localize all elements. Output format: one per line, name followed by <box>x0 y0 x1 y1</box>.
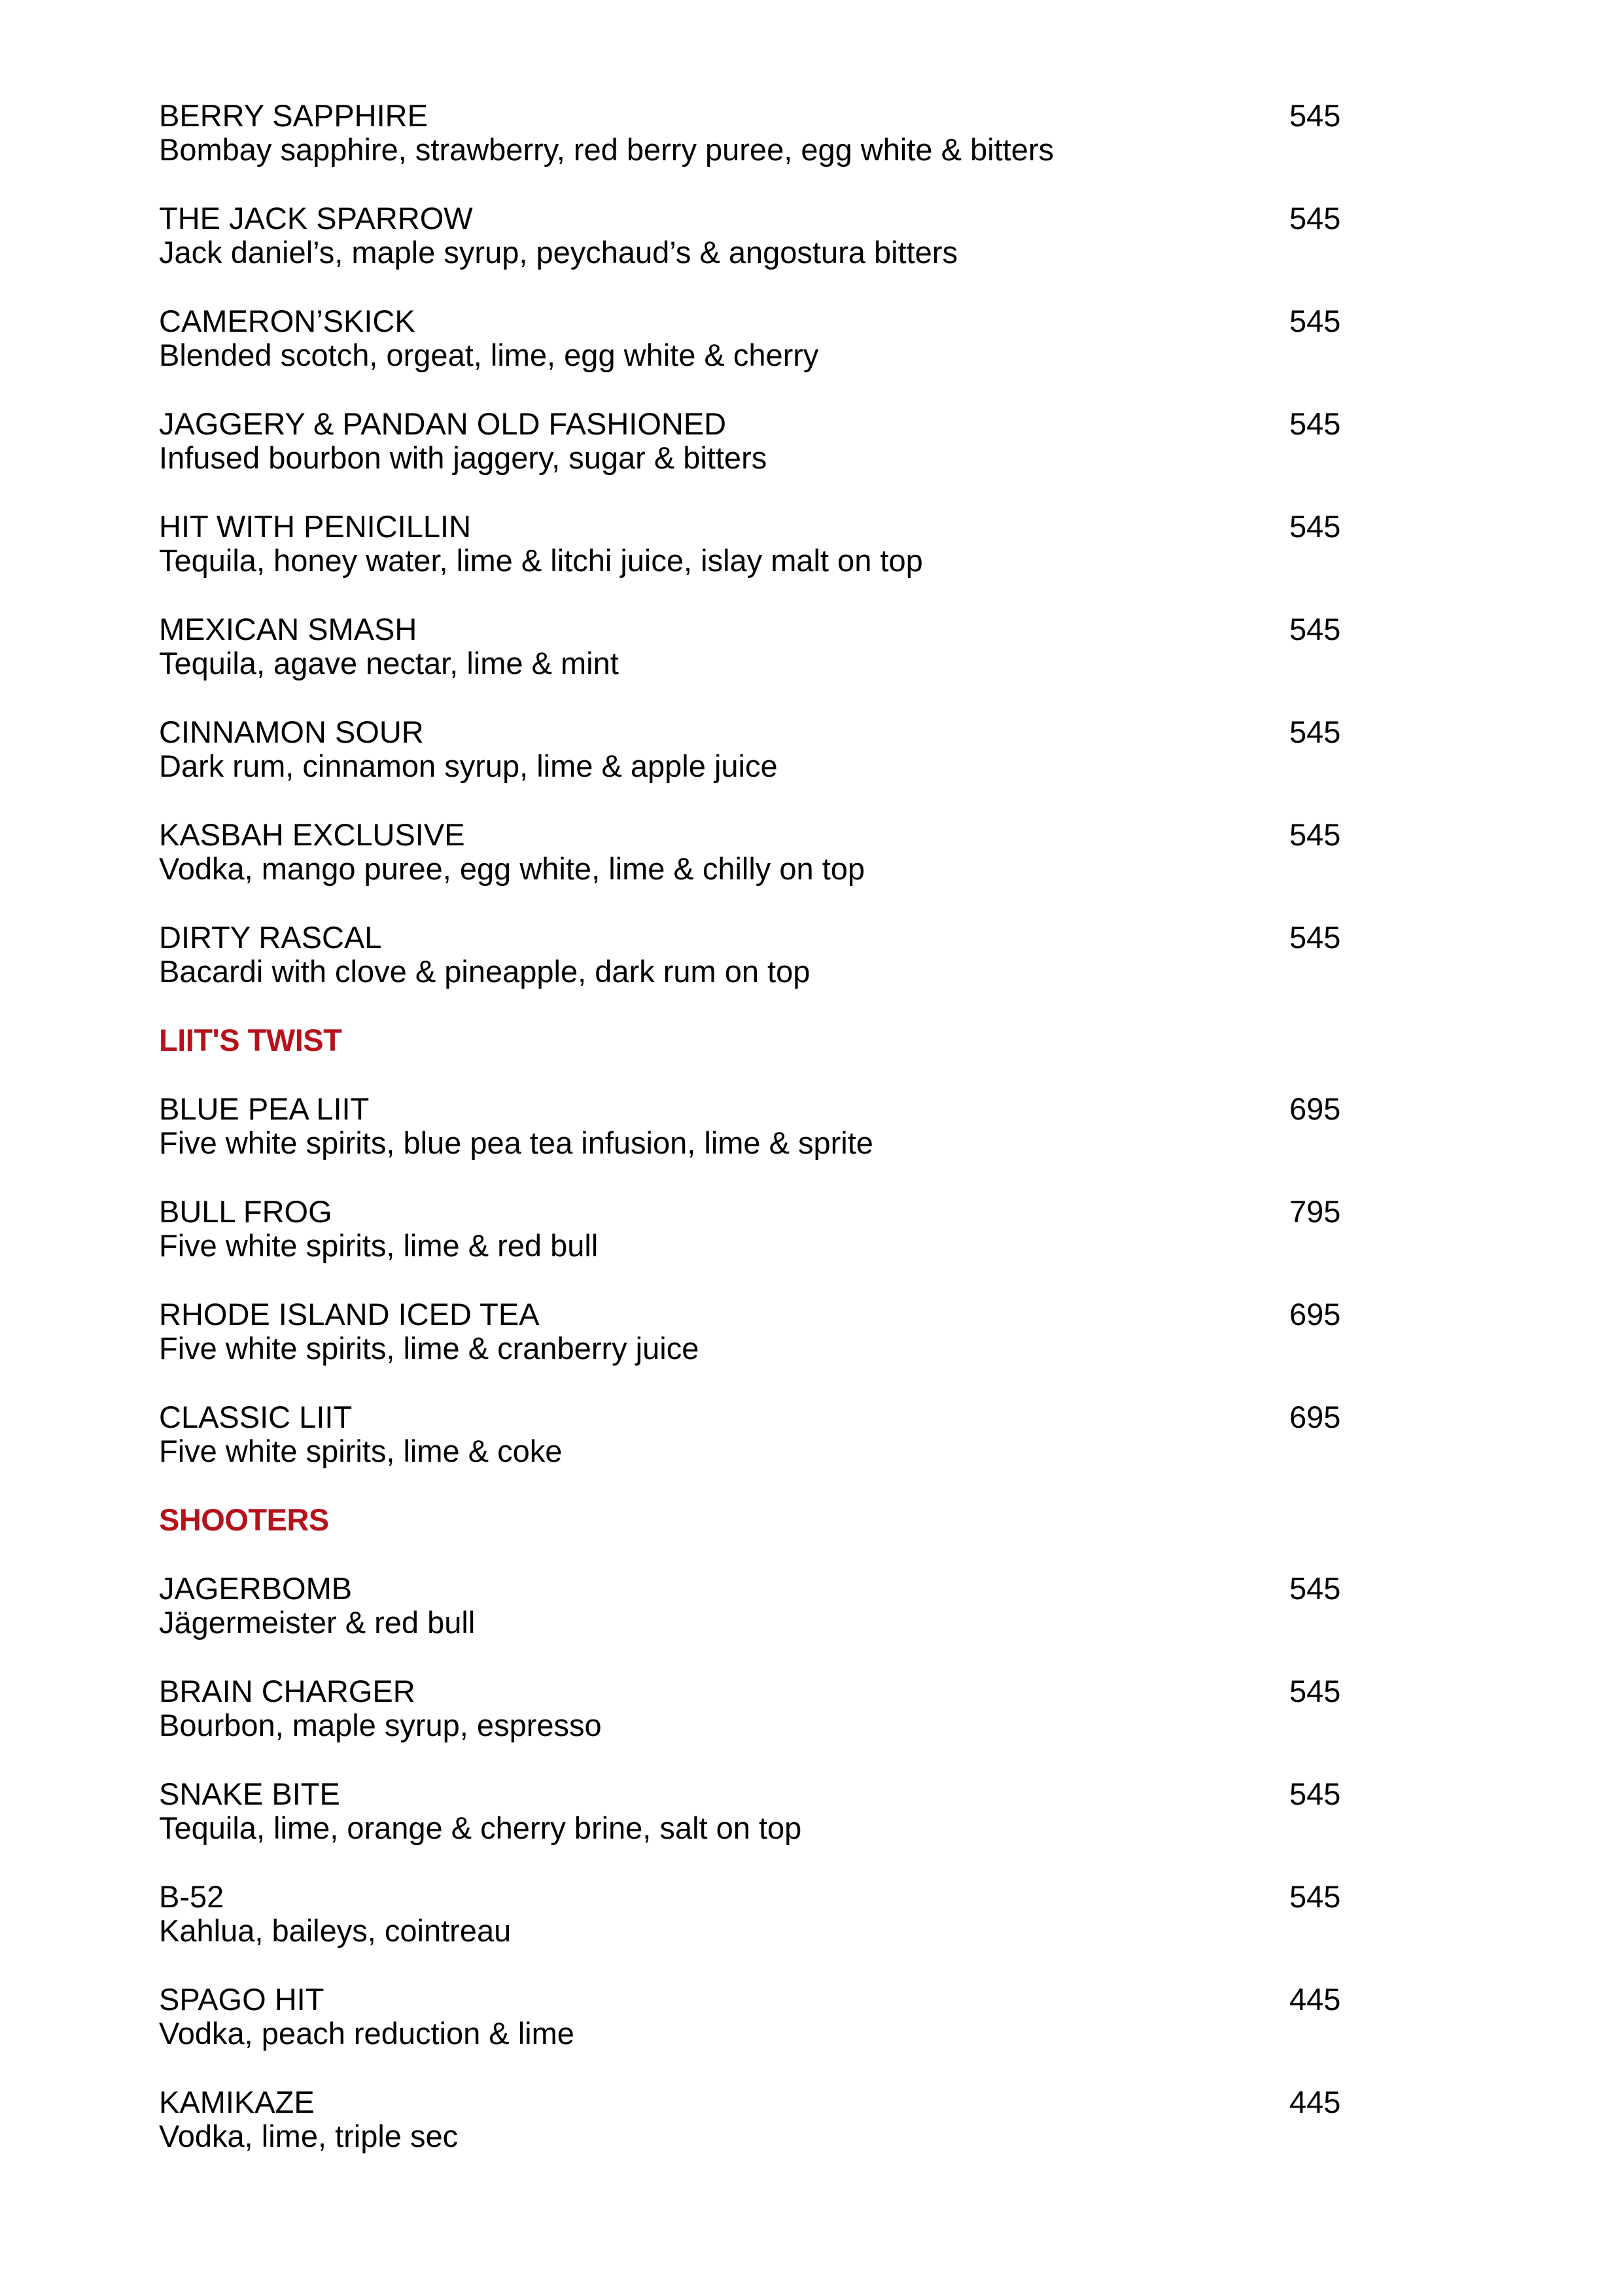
item-price: 545 <box>1289 201 1341 236</box>
item-price: 695 <box>1289 1400 1341 1434</box>
item-price: 795 <box>1289 1194 1341 1229</box>
item-price: 445 <box>1289 1982 1341 2017</box>
menu-item <box>159 2085 1402 2153</box>
menu-item <box>159 715 1402 783</box>
item-price: 545 <box>1289 98 1341 133</box>
item-name: BLUE PEA LIIT <box>159 1091 370 1126</box>
item-name: SPAGO HIT <box>159 1982 324 2017</box>
item-description: Tequila, agave nectar, lime & mint <box>159 646 619 680</box>
menu-item <box>159 304 1402 372</box>
item-description: Bacardi with clove & pineapple, dark rum on top <box>159 954 811 989</box>
item-description: Five white spirits, lime & coke <box>159 1434 563 1468</box>
menu-item <box>159 1092 1402 1160</box>
item-description: Blended scotch, orgeat, lime, egg white & cherry <box>159 338 819 372</box>
item-name: B-52 <box>159 1879 224 1914</box>
item-description: Vodka, peach reduction & lime <box>159 2016 574 2051</box>
item-description: Vodka, lime, triple sec <box>159 2119 459 2153</box>
item-price: 545 <box>1289 1776 1341 1811</box>
item-name: HIT WITH PENICILLIN <box>159 509 472 544</box>
item-price: 545 <box>1289 817 1341 852</box>
item-description: Tequila, honey water, lime & litchi juice, islay malt on top <box>159 543 923 578</box>
item-description: Five white spirits, lime & red bull <box>159 1228 599 1263</box>
menu-item <box>159 407 1402 475</box>
section-heading: SHOOTERS <box>159 1502 329 1537</box>
item-name: BULL FROG <box>159 1194 332 1229</box>
item-name: BERRY SAPPHIRE <box>159 98 428 133</box>
item-description: Jägermeister & red bull <box>159 1605 476 1640</box>
item-name: CINNAMON SOUR <box>159 715 424 749</box>
item-name: JAGGERY & PANDAN OLD FASHIONED <box>159 406 727 441</box>
item-name: CLASSIC LIIT <box>159 1400 353 1434</box>
item-price: 545 <box>1289 406 1341 441</box>
item-name: CAMERON’SKICK <box>159 304 415 338</box>
item-description: Dark rum, cinnamon syrup, lime & apple juice <box>159 749 778 783</box>
item-price: 545 <box>1289 920 1341 955</box>
menu-list <box>159 99 1402 2188</box>
item-name: KAMIKAZE <box>159 2085 315 2119</box>
item-price: 545 <box>1289 1674 1341 1708</box>
item-price: 545 <box>1289 304 1341 338</box>
item-name: DIRTY RASCAL <box>159 920 382 955</box>
menu-item <box>159 1298 1402 1366</box>
item-price: 545 <box>1289 1571 1341 1606</box>
menu-item <box>159 1880 1402 1948</box>
menu-item <box>159 612 1402 680</box>
item-price: 695 <box>1289 1297 1341 1332</box>
menu-item <box>159 1195 1402 1263</box>
item-price: 545 <box>1289 1879 1341 1914</box>
item-price: 695 <box>1289 1091 1341 1126</box>
menu-item <box>159 99 1402 167</box>
menu-item <box>159 818 1402 886</box>
item-name: KASBAH EXCLUSIVE <box>159 817 465 852</box>
menu-item <box>159 510 1402 578</box>
item-price: 545 <box>1289 715 1341 749</box>
item-name: JAGERBOMB <box>159 1571 353 1606</box>
item-description: Jack daniel’s, maple syrup, peychaud’s & angostura bitters <box>159 235 958 270</box>
item-description: Bourbon, maple syrup, espresso <box>159 1708 602 1742</box>
item-description: Five white spirits, blue pea tea infusion, lime & sprite <box>159 1125 873 1160</box>
item-name: BRAIN CHARGER <box>159 1674 415 1708</box>
menu-item <box>159 1674 1402 1742</box>
section-heading: LIIT'S TWIST <box>159 1023 342 1057</box>
item-description: Vodka, mango puree, egg white, lime & chilly on top <box>159 851 865 886</box>
menu-item <box>159 1777 1402 1845</box>
item-price: 545 <box>1289 612 1341 646</box>
item-description: Kahlua, baileys, cointreau <box>159 1913 512 1948</box>
item-name: THE JACK SPARROW <box>159 201 473 236</box>
item-name: MEXICAN SMASH <box>159 612 417 646</box>
menu-item <box>159 1572 1402 1640</box>
item-description: Infused bourbon with jaggery, sugar & bitters <box>159 440 767 475</box>
menu-item <box>159 1983 1402 2051</box>
item-price: 445 <box>1289 2085 1341 2119</box>
menu-item <box>159 921 1402 989</box>
menu-item <box>159 202 1402 270</box>
item-name: RHODE ISLAND ICED TEA <box>159 1297 540 1332</box>
menu-item <box>159 1400 1402 1468</box>
item-description: Bombay sapphire, strawberry, red berry puree, egg white & bitters <box>159 132 1054 167</box>
item-description: Tequila, lime, orange & cherry brine, salt on top <box>159 1810 802 1845</box>
item-price: 545 <box>1289 509 1341 544</box>
item-name: SNAKE BITE <box>159 1776 340 1811</box>
item-description: Five white spirits, lime & cranberry juice <box>159 1331 699 1366</box>
